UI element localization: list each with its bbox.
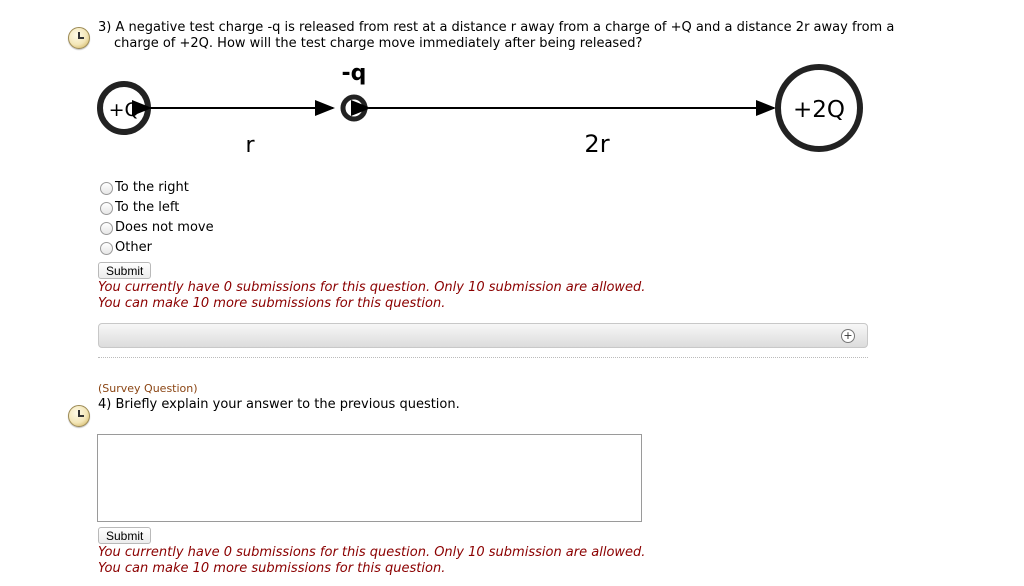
- submit-button-q4[interactable]: Submit: [98, 527, 151, 544]
- option-other[interactable]: [100, 238, 214, 258]
- charge-plus-2q-label: +2Q: [792, 97, 846, 123]
- charge-plus-q-label: +Q: [108, 99, 140, 121]
- submission-count-message: You currently have 0 submissions for this question. Only 10 submission are allowed.: [98, 545, 646, 560]
- radio-to-the-right[interactable]: [100, 182, 113, 195]
- option-label: To the right: [115, 180, 189, 195]
- submission-status-q4: [98, 545, 645, 577]
- timer-clock-icon: [68, 27, 90, 49]
- distance-r-label: r: [245, 133, 255, 158]
- distance-2r-label: 2r: [584, 130, 610, 158]
- radio-other[interactable]: [100, 242, 113, 255]
- expandable-feedback-bar[interactable]: [98, 323, 868, 348]
- test-charge-label: -q: [341, 61, 367, 86]
- question-4-text: 4) Briefly explain your answer to the previous question.: [98, 397, 460, 412]
- radio-to-the-left[interactable]: [100, 202, 113, 215]
- question-3-text: [98, 20, 898, 52]
- option-does-not-move[interactable]: [100, 218, 214, 238]
- plus-circle-icon[interactable]: +: [841, 329, 855, 343]
- option-label: Other: [115, 240, 152, 255]
- section-divider: [98, 357, 868, 358]
- submissions-remaining-message: You can make 10 more submissions for this question.: [98, 296, 446, 311]
- radio-does-not-move[interactable]: [100, 222, 113, 235]
- charge-diagram: [90, 58, 880, 163]
- submissions-remaining-message: You can make 10 more submissions for this question.: [98, 561, 446, 576]
- timer-clock-icon: [68, 405, 90, 427]
- question-3-line-2: charge of +2Q. How will the test charge move immediately after being released?: [114, 36, 643, 51]
- test-charge-circle: [343, 97, 365, 119]
- explanation-textarea[interactable]: [97, 434, 642, 522]
- answer-options: [100, 178, 214, 258]
- option-to-the-right[interactable]: [100, 178, 214, 198]
- question-3-line-1: 3) A negative test charge -q is released from rest at a distance r away from a charge of +Q and a distance 2r away from a: [98, 20, 895, 35]
- submission-count-message: You currently have 0 submissions for this question. Only 10 submission are allowed.: [98, 280, 646, 295]
- submission-status-q3: [98, 280, 645, 312]
- option-label: To the left: [115, 200, 180, 215]
- submit-button-q3[interactable]: Submit: [98, 262, 151, 279]
- survey-question-label: (Survey Question): [98, 382, 198, 395]
- option-label: Does not move: [115, 220, 214, 235]
- option-to-the-left[interactable]: [100, 198, 214, 218]
